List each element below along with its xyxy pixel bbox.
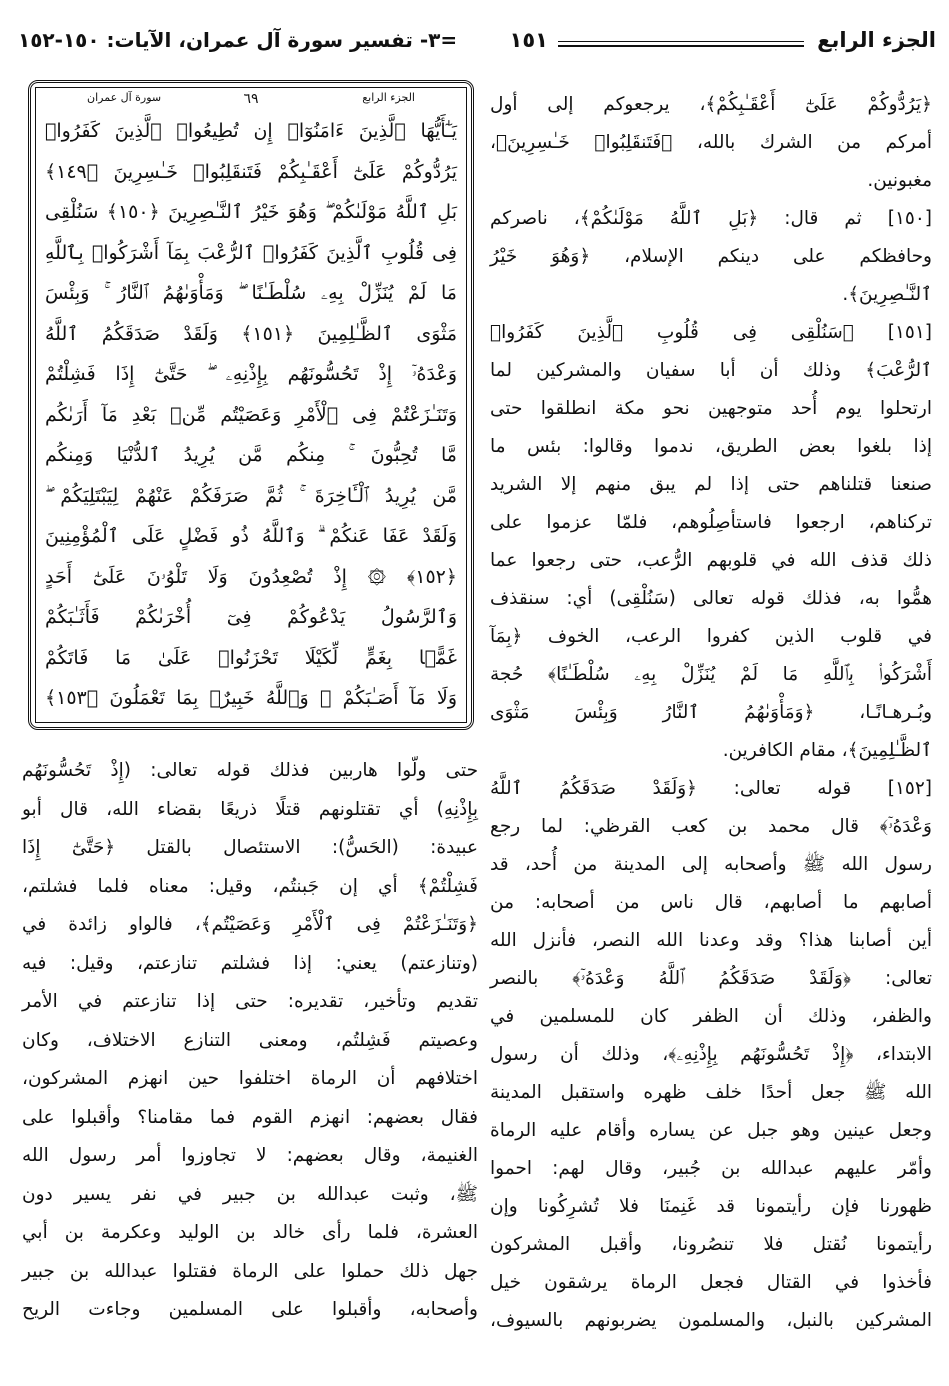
text-line: وَعْدَهُۥٓ﴾ قال محمد بن كعب القرظي: لما رجع	[490, 816, 932, 837]
verse-line: مَا لَمْ يُنَزِّلْ بِهِۦ سُلْطَـٰنًا ۖ وَمَأْوَىٰهُمُ ٱلنَّارُ ۚ وَبِئْسَ	[45, 282, 457, 304]
text-line: رأيتمونا نُقتل فلا تنصُرونا، وأقبل المشركون	[490, 1234, 932, 1255]
verse-line: غَمًّۢا بِغَمٍّ لِّكَيْلَا تَحْزَنُوا۟ عَلَىٰ مَا فَاتَكُمْ	[45, 646, 457, 669]
verse-line: وَتَنَـٰزَعْتُمْ فِى ٱلْأَمْرِ وَعَصَيْتُم مِّنۢ بَعْدِ مَآ أَرَىٰكُم	[45, 403, 457, 426]
text-line: ٱلرُّعْبَ﴾ وذلك أن أبا سفيان والمشركين لما	[490, 360, 932, 381]
running-header	[18, 28, 936, 62]
text-line: أين أصابنا هذا؟ وقد وعدنا الله النصر، فأنزل الله	[490, 930, 932, 951]
text-line: فَشِلْتُمْ﴾ أي إن جَبنتُم، وقيل: معناه فلما فشلتم،	[22, 875, 478, 897]
header-part-label: الجزء الرابع	[817, 28, 936, 52]
text-line: والظفر، وذلك أن الظفر كان للمسلمين في	[490, 1006, 932, 1027]
page-number: ١٥١	[509, 28, 548, 52]
text-line: تعالى: ﴿وَلَقَدْ صَدَقَكُمُ ٱللَّهُ وَعْدَهُۥٓ﴾ بالنصر	[490, 968, 932, 989]
mushaf-page-number: ٦٩	[243, 91, 259, 107]
text-line: رسول الله ﷺ وأصحابه إلى المدينة من أُحد، قد	[490, 854, 932, 875]
text-line: وأمّر عليهم عبدالله بن جُبير، وقال لهم: احموا	[490, 1158, 932, 1179]
text-line: بِإِذْنِهِ) أي تقتلونهم قتلًا ذريعًا بقضاء الله، قال أبو	[22, 798, 478, 820]
text-line: الغنيمة، وقال بعضهم: لا تجاوزوا أمر رسول الله	[22, 1145, 478, 1166]
quran-verses	[45, 111, 457, 719]
text-line: وجعل عينين وهو جبل عن يساره وأقام عليه الرماة	[490, 1120, 932, 1141]
text-line: وأصحابه، وأقبلوا على المسلمين وجاءت الريح	[22, 1299, 478, 1320]
text-line: همُّوا به، فذلك قوله تعالى (سَنُلْقِى) أي: سنقذف	[490, 588, 932, 609]
verse-line: وَلَا مَآ أَصَـٰبَكُمْ ۗ وَٱللَّهُ خَبِيرٌۢ بِمَا تَعْمَلُونَ ﴿١٥٣﴾	[45, 687, 457, 709]
text-line: أَشْرَكُوا۟ بِٱللَّهِ مَا لَمْ يُنَزِّلْ بِهِۦ سُلْطَـٰنًا﴾ حُجة	[490, 664, 932, 685]
text-line: تقديم وتأخير، تقديره: حتى إذا تنازعتم في الأمر	[22, 991, 478, 1012]
text-line: ﴿يَرُدُّوكُمْ عَلَىٰٓ أَعْقَـٰبِكُمْ﴾، يرجعوكم إلى أول	[490, 94, 932, 115]
text-line: الابتداء، ﴿إِذْ تَحُسُّونَهُم بِإِذْنِهِۦ﴾، وذلك أن رسول	[490, 1044, 932, 1065]
text-line: ٱلظَّـٰلِمِينَ﴾، مقام الكافرين.	[722, 740, 932, 761]
text-line: الله ﷺ جعل أحدًا خلف ظهره واستقبل المدينة	[490, 1082, 932, 1103]
text-line: وبُـرهـانًـا، ﴿وَمَأْوَىٰهُمُ ٱلنَّارُ وَبِئْسَ مَثْوَى	[490, 702, 932, 723]
verse-line: يَرُدُّوكُمْ عَلَىٰٓ أَعْقَـٰبِكُمْ فَتَنقَلِبُوا۟ خَـٰسِرِينَ ﴿١٤٩﴾	[45, 160, 457, 183]
text-line: [١٥١] ﴿سَنُلْقِى فِى قُلُوبِ ٱلَّذِينَ كَفَرُوا۟	[490, 322, 932, 343]
quran-text-frame	[28, 80, 474, 730]
text-line: حتى ولّوا هاربين فذلك قوله تعالى: (إِذْ تَحُسُّونَهُم	[22, 760, 478, 781]
text-line: [١٥٢] قوله تعالى: ﴿وَلَقَدْ صَدَقَكُمُ ٱللَّهُ	[490, 778, 932, 799]
verse-line: مَّا تُحِبُّونَ ۚ مِنكُم مَّن يُرِيدُ ٱلدُّنْيَا وَمِنكُم	[45, 444, 457, 466]
text-line: ظهورنا فإن رأيتمونا قد غَنِمنَا فلا تُشرِكُونا وإن	[490, 1196, 932, 1217]
text-line: جهل ذلك حملوا على الرماة فقتلوا عبدالله بن جبير	[22, 1260, 478, 1282]
text-line: عبيدة: (الحَسُّ): الاستئصال بالقتل ﴿حَتَّىٰٓ إِذَا	[22, 837, 478, 858]
verse-line: وَٱلرَّسُولُ يَدْعُوكُمْ فِىٓ أُخْرَىٰكُمْ فَأَثَـٰبَكُمْ	[45, 606, 457, 628]
text-line: [١٥٠] ثم قال: ﴿بَلِ ٱللَّهُ مَوْلَىٰكُمْ﴾، ناصركم	[490, 208, 932, 229]
mushaf-juz-label: الجزء الرابع	[362, 91, 415, 104]
text-line: إذا بلغوا بعض الطريق، ندموا وقالوا: بئس ما	[490, 436, 932, 457]
verse-line: بَلِ ٱللَّهُ مَوْلَىٰكُمْ ۖ وَهُوَ خَيْرُ ٱلنَّـٰصِرِينَ ﴿١٥٠﴾ سَنُلْقِى	[45, 201, 457, 223]
mushaf-page-header	[47, 91, 455, 111]
text-line: أمركم من الشرك بالله، ﴿فَتَنقَلِبُوا۟ خَـٰسِرِينَ﴾،	[490, 132, 932, 153]
text-line: مغبونين.	[867, 170, 932, 191]
text-line: فأخذوا في القتال فجعل الرماة يرشقون خيل	[490, 1272, 932, 1293]
verse-line: وَلَقَدْ عَفَا عَنكُمْ ۗ وَٱللَّهُ ذُو فَضْلٍ عَلَى ٱلْمُؤْمِنِينَ	[45, 525, 457, 547]
text-line: ارتحلوا يوم أُحد متوجهين نحو مكة انطلقوا حتى	[490, 398, 932, 419]
commentary-column-right	[490, 86, 932, 1340]
mushaf-surah-label: سورة آل عمران	[87, 91, 162, 104]
text-line: صنعنا قتلناهم حتى إذا لم يبق منهم إلا الشريد	[490, 474, 932, 495]
text-line: العشرة، فلما رأى خالد بن الوليد وعكرمة بن أبي	[22, 1222, 478, 1243]
text-line: أصابهم ما أصابهم، قال ناس من أصحابه: من	[490, 892, 932, 913]
verse-line: وَعْدَهُۥٓ إِذْ تَحُسُّونَهُم بِإِذْنِهِۦ ۖ حَتَّىٰٓ إِذَا فَشِلْتُمْ	[45, 363, 457, 385]
text-line: ٱلنَّـٰصِرِينَ﴾.	[842, 284, 932, 305]
text-line: ﴿وَتَنَـٰزَعْتُمْ فِى ٱلْأَمْرِ وَعَصَيْتُم﴾، فالواو زائدة في	[22, 914, 478, 935]
text-line: المشركين بالنبل، والمسلمون يضربونهم بالسيوف،	[490, 1310, 932, 1331]
text-line: تركناهم، ارجعوا فاستأصِلُوهم، فلمّا عزموا على	[490, 512, 932, 533]
header-title: =٣- تفسير سورة آل عمران، الآيات: ١٥٠-١٥٢	[18, 28, 458, 52]
text-line: وعصيتم فَشِلتُم، ومعنى التنازع الاختلاف، وكان	[22, 1029, 478, 1051]
text-line: ﷺ، وثبت عبدالله بن جبير في نفر يسير دون	[22, 1183, 478, 1205]
text-line: (وتنازعتم) يعني: إذا فشلتم تنازعتم، وقيل: فيه	[22, 952, 478, 974]
commentary-column-left	[22, 752, 478, 1330]
verse-line: فِى قُلُوبِ ٱلَّذِينَ كَفَرُوا۟ ٱلرُّعْبَ بِمَآ أَشْرَكُوا۟ بِٱللَّهِ	[45, 241, 457, 264]
text-line: وحافظكم على دينكم الإسلام، ﴿وَهُوَ خَيْرُ	[490, 246, 932, 267]
verse-line: مَّن يُرِيدُ ٱلْـَٔاخِرَةَ ۚ ثُمَّ صَرَفَكُمْ عَنْهُمْ لِيَبْتَلِيَكُمْ ۖ	[45, 484, 457, 507]
verse-line: ﴿١٥٢﴾ ۞ إِذْ تُصْعِدُونَ وَلَا تَلْوُۥنَ عَلَىٰٓ أَحَدٍ	[45, 565, 457, 588]
verse-line: يَـٰٓأَيُّهَا ٱلَّذِينَ ءَامَنُوٓا۟ إِن تُطِيعُوا۟ ٱلَّذِينَ كَفَرُوا۟	[45, 120, 457, 142]
text-line: في قلوب الذين كفروا الرعب، الخوف ﴿بِمَآ	[490, 626, 932, 647]
header-divider	[558, 41, 804, 47]
text-line: اختلافهم أن الرماة اختلفوا حين انهزم المشركون،	[22, 1068, 478, 1089]
text-line: فقال بعضهم: انهزم القوم فما مقامنا؟ وأقبلوا على	[22, 1106, 478, 1128]
text-line: ذلك قذف الله في قلوبهم الرُّعب، حتى رجعوا عما	[490, 550, 932, 571]
verse-line: مَثْوَى ٱلظَّـٰلِمِينَ ﴿١٥١﴾ وَلَقَدْ صَدَقَكُمُ ٱللَّهُ	[45, 322, 457, 345]
